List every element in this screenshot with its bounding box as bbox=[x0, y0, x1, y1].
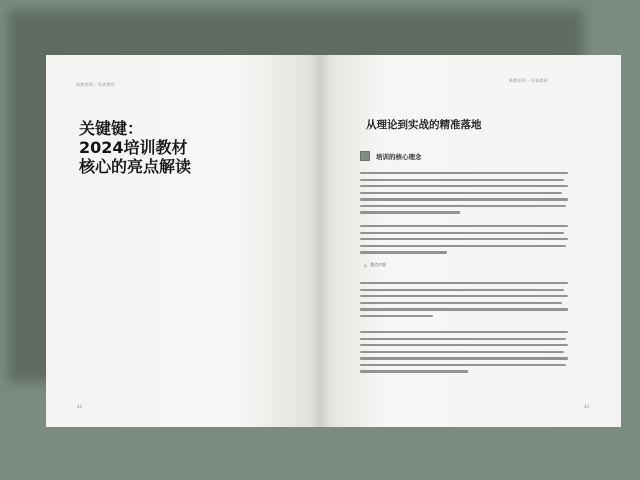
section-header bbox=[360, 151, 422, 161]
left-page bbox=[46, 55, 320, 427]
left-page-number: 42 bbox=[77, 404, 83, 409]
left-running-header: 新教培训 · 培训教材 bbox=[76, 82, 116, 87]
paragraph-2 bbox=[360, 225, 568, 258]
right-page-number: 43 bbox=[584, 404, 590, 409]
paragraph-3 bbox=[360, 282, 568, 321]
subheading-label: 重点内容 bbox=[370, 262, 387, 267]
open-book bbox=[46, 55, 621, 427]
subheading bbox=[364, 262, 386, 268]
right-page bbox=[320, 55, 621, 427]
section-label: 培训的核心理念 bbox=[376, 152, 422, 161]
title-line-2: 2024培训教材 bbox=[79, 138, 188, 157]
title-line-3: 核心的亮点解读 bbox=[79, 157, 192, 176]
paragraph-1 bbox=[360, 172, 568, 218]
right-page-heading: 从理论到实战的精准落地 bbox=[366, 119, 482, 131]
left-page-title bbox=[79, 119, 191, 176]
paragraph-4 bbox=[360, 331, 568, 377]
right-running-header: 新教培训 · 培训教材 bbox=[509, 78, 549, 83]
title-line-1: 关键键： bbox=[79, 119, 144, 138]
section-square-icon bbox=[360, 151, 370, 161]
bullet-icon: ◇ bbox=[364, 262, 368, 268]
